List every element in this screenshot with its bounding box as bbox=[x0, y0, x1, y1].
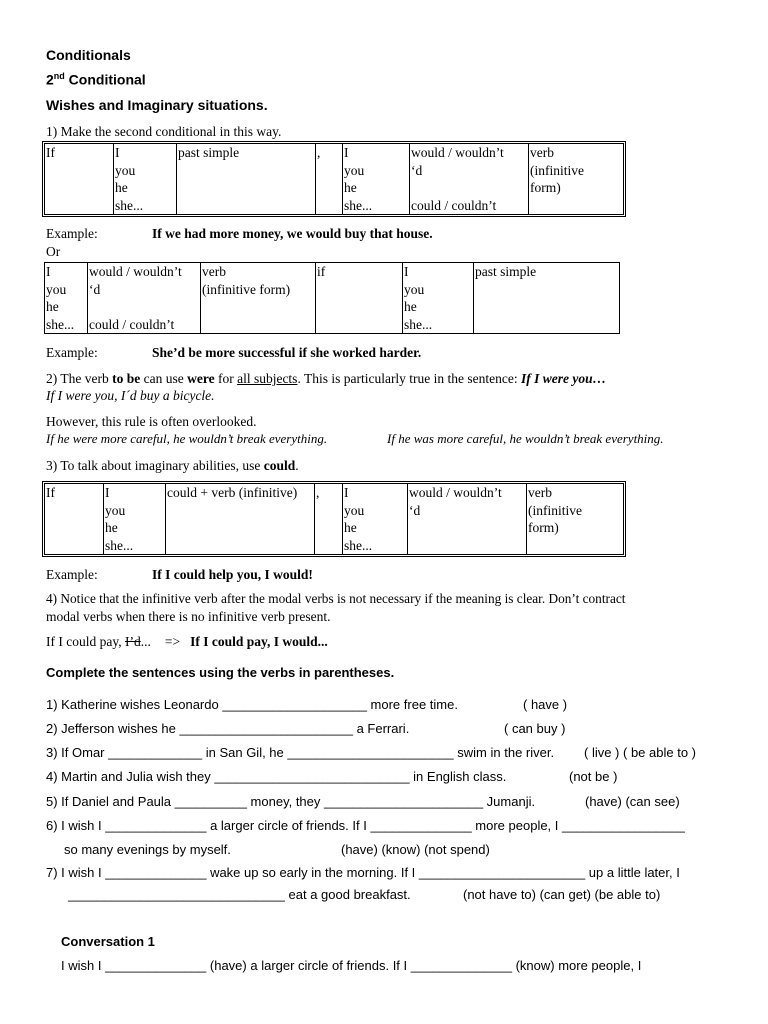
t1-verb-3: form) bbox=[530, 180, 561, 196]
t2-subj2-3: he bbox=[404, 299, 417, 315]
t2-verb bbox=[201, 263, 316, 334]
t2-modal-spacer bbox=[89, 298, 199, 316]
t1-verb bbox=[529, 144, 624, 215]
t2-modal-2: ‘d bbox=[89, 281, 101, 297]
t1-modal-4: could / couldn’t bbox=[411, 197, 497, 213]
exercise-item-7: 7) I wish I ______________ wake up so early in the morning. If I _______________________ up a little later, I bbox=[46, 865, 680, 880]
t1-modals bbox=[410, 144, 529, 215]
title-second-conditional bbox=[46, 71, 146, 88]
exercise-item-1: 1) Katherine wishes Leonardo ____________________ more free time. bbox=[46, 697, 458, 712]
t1-comma: , bbox=[316, 144, 343, 215]
t1-subj2-1: I bbox=[344, 145, 349, 160]
example-3: If I could help you, I would! bbox=[152, 567, 313, 582]
s2-careful-were: If he were more careful, he wouldn’t break everything. bbox=[46, 431, 328, 446]
conversation-heading: Conversation 1 bbox=[61, 934, 155, 949]
t1-subjects bbox=[114, 144, 177, 215]
t3-verb bbox=[527, 484, 624, 555]
t2-verb-2: (infinitive form) bbox=[202, 281, 291, 297]
t3-subj-3: he bbox=[105, 520, 118, 536]
t3-modal-2: ‘d bbox=[409, 502, 421, 518]
t2-modal-1: would / wouldn’t bbox=[89, 264, 182, 279]
t1-modal-1: would / wouldn’t bbox=[411, 145, 504, 160]
t2-if: if bbox=[316, 263, 403, 334]
s2-intro bbox=[46, 371, 606, 387]
t3-subj-2: you bbox=[105, 502, 126, 518]
t1-subj2-2: you bbox=[344, 162, 365, 178]
exercise-hint-7: (not have to) (can get) (be able to) bbox=[463, 887, 661, 902]
exercise-item-2: 2) Jefferson wishes he ________________________ a Ferrari. bbox=[46, 721, 410, 736]
exercise-item-6: 6) I wish I ______________ a larger circle of friends. If I ______________ more people, I _________________ bbox=[46, 818, 685, 833]
t3-verb-3: form) bbox=[528, 520, 559, 536]
t3-verb-2: (infinitive bbox=[528, 502, 582, 518]
s2-were: were bbox=[187, 371, 215, 386]
t2-subj2-4: she... bbox=[404, 316, 433, 332]
t3-subjects bbox=[104, 484, 166, 555]
t3-subj2-2: you bbox=[344, 502, 365, 518]
t1-subj2-4: she... bbox=[344, 197, 373, 213]
t3-subjects-2 bbox=[343, 484, 408, 555]
t2-modal-4: could / couldn’t bbox=[89, 316, 175, 332]
t2-verb-1: verb bbox=[202, 264, 226, 279]
second-number: 2 bbox=[46, 71, 54, 88]
s2-rule-overlooked: However, this rule is often overlooked. bbox=[46, 414, 257, 429]
exercise-item-6-cont: so many evenings by myself. bbox=[64, 842, 231, 857]
or-label: Or bbox=[46, 244, 61, 259]
exercise-item-7-cont: ______________________________ eat a good breakfast. bbox=[68, 887, 411, 902]
exercise-item-3: 3) If Omar _____________ in San Gil, he _______________________ swim in the river. bbox=[46, 745, 555, 760]
t2-subjects-2 bbox=[403, 263, 474, 334]
t1-verb-2: (infinitive bbox=[530, 162, 584, 178]
conversation-line: I wish I ______________ (have) a larger circle of friends. If I ______________ (know) more people, I bbox=[61, 958, 642, 973]
s4-ex-bold: If I could pay, I would... bbox=[190, 634, 328, 649]
t2-subj-2: you bbox=[46, 281, 67, 297]
table-inverted-conditional bbox=[44, 262, 620, 334]
t2-subj-3: he bbox=[46, 299, 59, 315]
title-wishes: Wishes and Imaginary situations. bbox=[46, 97, 268, 113]
t3-modal-1: would / wouldn’t bbox=[409, 485, 502, 500]
s2-text-3: for bbox=[214, 371, 238, 386]
t2-subjects bbox=[45, 263, 88, 334]
exercise-hint-6: (have) (know) (not spend) bbox=[341, 842, 490, 857]
exercise-hint-3: ( live ) ( be able to ) bbox=[584, 745, 696, 760]
example-label-3: Example: bbox=[46, 567, 98, 582]
t1-subj2-3: he bbox=[344, 180, 357, 196]
s4-example bbox=[46, 634, 328, 650]
s4-line-1: 4) Notice that the infinitive verb after the modal verbs is not necessary if the meaning is clear. Don’t contract bbox=[46, 591, 626, 606]
t3-could-verb: could + verb (infinitive) bbox=[166, 484, 315, 555]
exercise-item-5: 5) If Daniel and Paula __________ money, they ______________________ Jumanji. bbox=[46, 794, 536, 809]
t2-subj-1: I bbox=[46, 264, 51, 279]
t1-subj-4: she... bbox=[115, 197, 144, 213]
s2-if-i-were-you: If I were you… bbox=[521, 371, 607, 386]
t3-subj2-3: he bbox=[344, 520, 357, 536]
t3-subj-4: she... bbox=[105, 537, 134, 553]
s2-bicycle-example: If I were you, I´d buy a bicycle. bbox=[46, 388, 215, 403]
s4-ex-strike: I’d bbox=[124, 634, 141, 649]
table-second-conditional bbox=[44, 143, 624, 215]
t2-subj2-2: you bbox=[404, 281, 425, 297]
example-2: She’d be more successful if she worked harder. bbox=[152, 345, 422, 360]
t1-modal-spacer bbox=[411, 179, 527, 197]
t3-comma: , bbox=[315, 484, 343, 555]
example-label-1: Example: bbox=[46, 226, 98, 241]
example-label-2: Example: bbox=[46, 345, 98, 360]
t3-modals bbox=[408, 484, 527, 555]
s4-ex-dots: ... bbox=[140, 634, 151, 649]
t3-verb-1: verb bbox=[528, 485, 552, 500]
t2-past-simple: past simple bbox=[474, 263, 620, 334]
t3-if: If bbox=[45, 484, 104, 555]
t1-subj-3: he bbox=[115, 180, 128, 196]
s4-arrow: => bbox=[164, 634, 181, 649]
t1-past-simple: past simple bbox=[177, 144, 316, 215]
s2-text-1: 2) The verb bbox=[46, 371, 113, 386]
t1-subjects-2 bbox=[343, 144, 410, 215]
second-superscript: nd bbox=[53, 71, 65, 81]
t1-if: If bbox=[45, 144, 114, 215]
t2-subj-4: she... bbox=[46, 316, 75, 332]
exercise-hint-2: ( can buy ) bbox=[504, 721, 566, 736]
s3-intro bbox=[46, 458, 299, 474]
s2-text-4: . This is particularly true in the sentence: bbox=[297, 371, 522, 386]
table-imaginary-abilities bbox=[44, 483, 624, 555]
t3-subj-1: I bbox=[105, 485, 110, 500]
s2-all-subjects: all subjects bbox=[237, 371, 298, 386]
t3-subj2-4: she... bbox=[344, 537, 373, 553]
t1-subj-2: you bbox=[115, 162, 136, 178]
t1-subj-1: I bbox=[115, 145, 120, 160]
second-rest: Conditional bbox=[64, 71, 146, 88]
s2-careful-was: If he was more careful, he wouldn’t break everything. bbox=[387, 431, 664, 446]
t1-verb-1: verb bbox=[530, 145, 554, 160]
exercise-hint-4: (not be ) bbox=[569, 769, 618, 784]
s4-line-2: modal verbs when there is no infinitive verb present. bbox=[46, 609, 331, 624]
s3-period: . bbox=[295, 458, 299, 473]
exercise-hint-5: (have) (can see) bbox=[585, 794, 680, 809]
exercise-hint-1: ( have ) bbox=[523, 697, 568, 712]
exercise-heading: Complete the sentences using the verbs in parentheses. bbox=[46, 665, 395, 680]
exercise-item-4: 4) Martin and Julia wish they ___________________________ in English class. bbox=[46, 769, 507, 784]
s3-could: could bbox=[263, 458, 296, 473]
title-conditionals: Conditionals bbox=[46, 47, 131, 63]
t2-modals bbox=[88, 263, 201, 334]
s2-to-be: to be bbox=[112, 371, 141, 386]
s1-intro: 1) Make the second conditional in this way. bbox=[46, 124, 282, 139]
example-1: If we had more money, we would buy that house. bbox=[152, 226, 433, 241]
t3-subj2-1: I bbox=[344, 485, 349, 500]
t1-modal-2: ‘d bbox=[411, 162, 423, 178]
s3-text-1: 3) To talk about imaginary abilities, use bbox=[46, 458, 264, 473]
t2-subj2-1: I bbox=[404, 264, 409, 279]
s4-ex-start: If I could pay, bbox=[46, 634, 125, 649]
s2-text-2: can use bbox=[140, 371, 188, 386]
